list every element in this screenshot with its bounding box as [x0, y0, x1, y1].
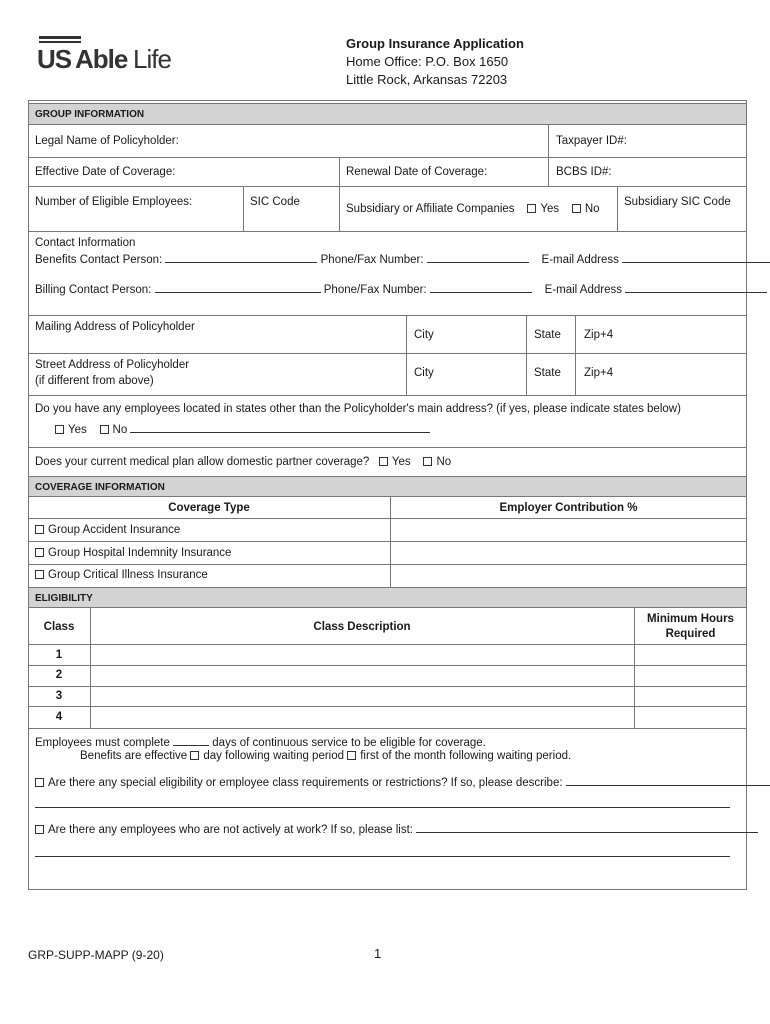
coverage-info-header: COVERAGE INFORMATION	[28, 476, 747, 497]
contact-info-heading: Contact Information	[35, 237, 136, 249]
benefits-email-field[interactable]	[622, 252, 770, 263]
not-active-question: Are there any employees who are not actively at work? If so, please list:	[48, 824, 413, 836]
other-states-answer	[55, 422, 430, 436]
coverage-row	[35, 569, 208, 581]
other-states-question: Do you have any employees located in states other than the Policyholder's main address? (if yes, please indicate states below)	[35, 403, 681, 415]
domestic-partner-yes-checkbox[interactable]	[379, 457, 388, 466]
bcbs-id-label: BCBS ID#:	[556, 166, 612, 178]
hospital-indemnity-checkbox[interactable]	[35, 548, 44, 557]
class-description-header: Class Description	[313, 621, 411, 633]
mailing-state-label: State	[534, 329, 561, 341]
not-active-line-2[interactable]	[35, 846, 730, 857]
billing-phone-field[interactable]	[430, 282, 532, 293]
other-states-field[interactable]	[130, 422, 430, 433]
benefits-phone-label: Phone/Fax Number:	[320, 254, 424, 266]
employer-contribution-header: Employer Contribution %	[499, 502, 638, 514]
city-state-address: Little Rock, Arkansas 72203	[346, 72, 508, 87]
special-eligibility-question: Are there any special eligibility or employee class requirements or restrictions? If so, please describe:	[48, 777, 563, 789]
class-row-number: 4	[55, 711, 63, 723]
special-eligibility-row	[35, 775, 770, 789]
svg-text:Life: Life	[133, 44, 171, 74]
sic-code-label: SIC Code	[250, 196, 300, 208]
form-title: Group Insurance Application	[346, 36, 524, 51]
domestic-partner-question: Does your current medical plan allow domestic partner coverage?	[35, 456, 370, 468]
accident-label: Group Accident Insurance	[48, 524, 181, 536]
subsidiary-no-label: No	[584, 203, 600, 215]
class-header: Class	[43, 621, 75, 633]
renewal-date-label: Renewal Date of Coverage:	[346, 166, 488, 178]
critical-illness-checkbox[interactable]	[35, 570, 44, 579]
domestic-partner-yes-label: Yes	[391, 456, 411, 468]
accident-checkbox[interactable]	[35, 525, 44, 534]
group-info-header: GROUP INFORMATION	[28, 103, 747, 125]
taxpayer-id-label: Taxpayer ID#:	[556, 135, 627, 147]
billing-email-label: E-mail Address	[544, 284, 622, 296]
day-following-checkbox[interactable]	[190, 751, 199, 760]
billing-contact-field[interactable]	[155, 282, 321, 293]
usable-life-logo	[37, 35, 187, 75]
min-hours-header-2: Required	[665, 628, 716, 640]
home-office-address: Home Office: P.O. Box 1650	[346, 54, 509, 69]
benefits-email-label: E-mail Address	[541, 254, 619, 266]
special-eligibility-line-2[interactable]	[35, 797, 730, 808]
form-id: GRP-SUPP-MAPP (9-20)	[28, 948, 164, 962]
eligible-employees-label: Number of Eligible Employees:	[35, 196, 193, 208]
critical-illness-label: Group Critical Illness Insurance	[48, 569, 208, 581]
page-number: 1	[374, 946, 382, 961]
subsidiary-label: Subsidiary or Affiliate Companies	[346, 203, 515, 215]
billing-contact-label: Billing Contact Person:	[35, 284, 152, 296]
first-of-month-checkbox[interactable]	[347, 751, 356, 760]
benefits-contact-field[interactable]	[165, 252, 317, 263]
subsidiary-yes-label: Yes	[540, 203, 560, 215]
mailing-city-label: City	[414, 329, 434, 341]
street-state-label: State	[534, 367, 561, 379]
subsidiary-yes-checkbox[interactable]	[527, 204, 536, 213]
other-states-yes-label: Yes	[68, 424, 87, 436]
min-hours-header: Minimum Hours	[647, 613, 734, 625]
subsidiary-question	[346, 203, 600, 215]
other-states-no-label: No	[112, 424, 128, 436]
subsidiary-sic-label: Subsidiary SIC Code	[624, 196, 731, 208]
not-active-row	[35, 822, 758, 836]
service-requirement	[35, 735, 486, 749]
not-active-checkbox[interactable]	[35, 825, 44, 834]
benefits-contact-row	[35, 252, 770, 266]
domestic-partner-no-label: No	[436, 456, 452, 468]
coverage-row	[35, 547, 231, 559]
other-states-no-checkbox[interactable]	[100, 425, 109, 434]
service-pre-label: Employees must complete	[35, 737, 170, 749]
special-eligibility-field[interactable]	[566, 775, 770, 786]
other-states-yes-checkbox[interactable]	[55, 425, 64, 434]
effective-date-label: Effective Date of Coverage:	[35, 166, 176, 178]
not-active-field[interactable]	[416, 822, 758, 833]
hospital-indemnity-label: Group Hospital Indemnity Insurance	[48, 547, 232, 559]
street-address-label: Street Address of Policyholder	[35, 359, 190, 371]
coverage-type-header: Coverage Type	[168, 502, 250, 514]
class-row-number: 2	[55, 669, 63, 681]
legal-name-label: Legal Name of Policyholder:	[35, 135, 179, 147]
mailing-address-label: Mailing Address of Policyholder	[35, 321, 195, 333]
street-city-label: City	[414, 367, 434, 379]
subsidiary-no-checkbox[interactable]	[572, 204, 581, 213]
coverage-row	[35, 524, 180, 536]
special-eligibility-checkbox[interactable]	[35, 778, 44, 787]
benefits-contact-label: Benefits Contact Person:	[35, 254, 163, 266]
billing-email-field[interactable]	[625, 282, 767, 293]
domestic-partner-row	[35, 456, 451, 468]
mailing-zip-label: Zip+4	[584, 329, 614, 341]
service-days-field[interactable]	[173, 735, 209, 746]
street-address-note: (if different from above)	[35, 375, 154, 387]
svg-text:US: US	[37, 44, 72, 74]
benefits-effective-label: Benefits are effective	[80, 750, 188, 762]
billing-phone-label: Phone/Fax Number:	[323, 284, 427, 296]
svg-text:Able: Able	[75, 44, 128, 74]
billing-contact-row	[35, 282, 767, 296]
eligibility-header: ELIGIBILITY	[28, 587, 747, 608]
first-of-month-label: first of the month following waiting period.	[360, 750, 572, 762]
class-row-number: 3	[55, 690, 63, 702]
domestic-partner-no-checkbox[interactable]	[423, 457, 432, 466]
day-following-label: day following waiting period	[203, 750, 345, 762]
benefits-phone-field[interactable]	[427, 252, 529, 263]
street-zip-label: Zip+4	[584, 367, 614, 379]
service-post-label: days of continuous service to be eligible for coverage.	[212, 737, 486, 749]
benefits-effective-row	[80, 750, 571, 762]
class-row-number: 1	[55, 649, 63, 661]
